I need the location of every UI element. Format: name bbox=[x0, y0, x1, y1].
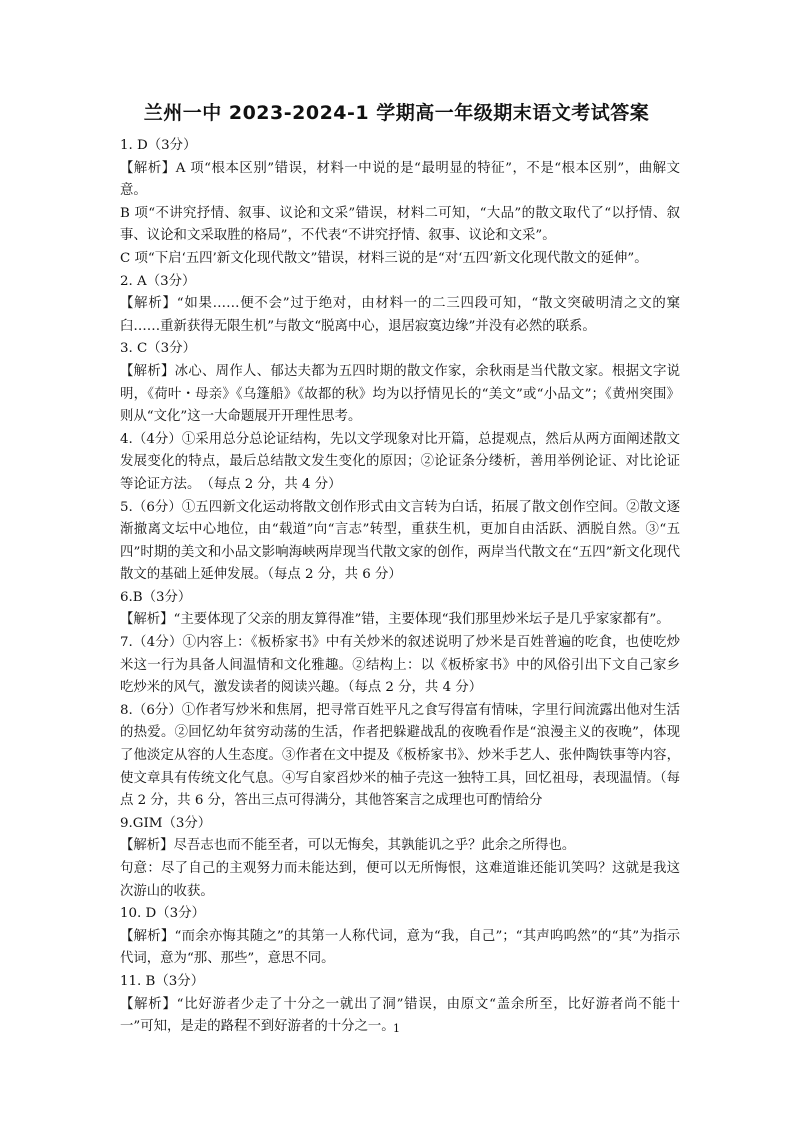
answer-line: 1. D（3分） bbox=[120, 138, 197, 153]
answer-line: 【解析】尽吾志也而不能至者，可以无悔矣，其孰能讥之乎？此余之所得也。 bbox=[120, 838, 576, 854]
answer-line: 【解析】冰心、周作人、郁达夫都为五四时期的散文作家，余秋雨是当代散文家。根据文字说明，《荷叶・母亲》《乌篷船》《故都的秋》均为以抒情见长的“美文”或“小品文”；《黄州突围》则从“文化”这一大命题展开开理性思考。 bbox=[120, 363, 680, 425]
page-title: 兰州一中 2023-2024-1 学期高一年级期末语文考试答案 bbox=[143, 102, 650, 124]
page-number: 1 bbox=[393, 1022, 400, 1035]
answer-line: 7.（4分）①内容上：《板桥家书》中有关炒米的叙述说明了炒米是百姓普遍的吃食，也使吃炒米这一行为具备人间温情和文化雅趣。②结构上：以《板桥家书》中的风俗引出下文自己家乡吃炒米的风气，激发读者的阅读兴趣。（每点 2 分，共 4 分） bbox=[120, 635, 680, 696]
answer-line: 句意：尽了自己的主观努力而未能达到，便可以无所悔恨，这难道谁还能讥笑吗？这就是我这次游山的收获。 bbox=[120, 861, 680, 899]
answer-line: 6.B（3分） bbox=[120, 589, 192, 605]
answer-line: 11. B（3分） bbox=[120, 973, 205, 989]
answer-line: 【解析】“比好游者少走了十分之一就出了洞”错误，由原文“盖余所至，比好游者尚不能十一”可知，是走的路程不到好游者的十分之一。 bbox=[120, 996, 680, 1035]
answer-line: 【解析】“如果……便不会”过于绝对，由材料一的二三四段可知，“散文突破明清之文的窠臼……重新获得无限生机”与散文“脱离中心，退居寂寞边缘”并没有必然的联系。 bbox=[120, 296, 680, 334]
answer-line: 8.（6分）①作者写炒米和焦屑，把寻常百姓平凡之食写得富有情味，字里行间流露出他对生活的热爱。②回忆幼年贫穷动荡的生活，作者把躲避战乱的夜晚看作是“浪漫主义的夜晚”，体现了他淡定从容的人生态度。③作者在文中提及《板桥家书》、炒米手艺人、张仲陶铁事等内容，使文章具有传统文化气息。④写自家舀炒米的柚子壳这一独特工具，回忆祖母，表现温情。（每点 2 分，共 6 分，答出三点可得满分，其他答案言之成理也可酌情给分 bbox=[120, 702, 680, 809]
answer-line: 3. C（3分） bbox=[120, 341, 196, 357]
answer-line: 9.GIM（3分） bbox=[120, 815, 212, 831]
answer-line: 2. A（3分） bbox=[120, 273, 196, 289]
answer-content bbox=[120, 135, 680, 1039]
answer-line: B 项“不讲究抒情、叙事、议论和文采”错误，材料二可知，“大品”的散文取代了“以抒情、叙事、议论和文采取胜的格局”，不代表“不讲究抒情、叙事、议论和文采”。 bbox=[120, 205, 680, 244]
answer-line: 【解析】“主要体现了父亲的朋友算得准”错，主要体现“我们那里炒米坛子是几乎家家都有”。 bbox=[120, 612, 670, 628]
answer-line: 10. D（3分） bbox=[120, 906, 205, 922]
answer-line: 【解析】A 项“根本区别”错误，材料一中说的是“最明显的特征”，不是“根本区别”，曲解文意。 bbox=[120, 160, 680, 199]
answer-line: 5.（6分）①五四新文化运动将散文创作形式由文言转为白话，拓展了散文创作空间。②散文逐渐撤离文坛中心地位，由“载道”向“言志”转型，重获生机，更加自由活跃、洒脱自然。③“五四”时期的美文和小品文影响海峡两岸现当代散文家的创作，两岸当代散文在“五四”新文化现代散文的基础上延伸发展。（每点 2 分，共 6 分） bbox=[120, 499, 680, 583]
answer-line: C 项“下启‘五四’新文化现代散文”错误，材料三说的是“对‘五四’新文化现代散文的延伸”。 bbox=[120, 250, 648, 266]
answer-line: 4.（4分）①采用总分总论证结构，先以文学现象对比开篇，总提观点，然后从两方面阐述散文发展变化的特点，最后总结散文发生变化的原因；②论证条分缕析，善用举例论证、对比论证等论证方法。 （每点 2 分，共 4 分） bbox=[120, 431, 680, 492]
answer-line: 【解析】“而余亦悔其随之”的其第一人称代词，意为“我，自己”；“其声呜呜然”的“其”为指示代词，意为“那、那些”，意思不同。 bbox=[120, 928, 680, 967]
